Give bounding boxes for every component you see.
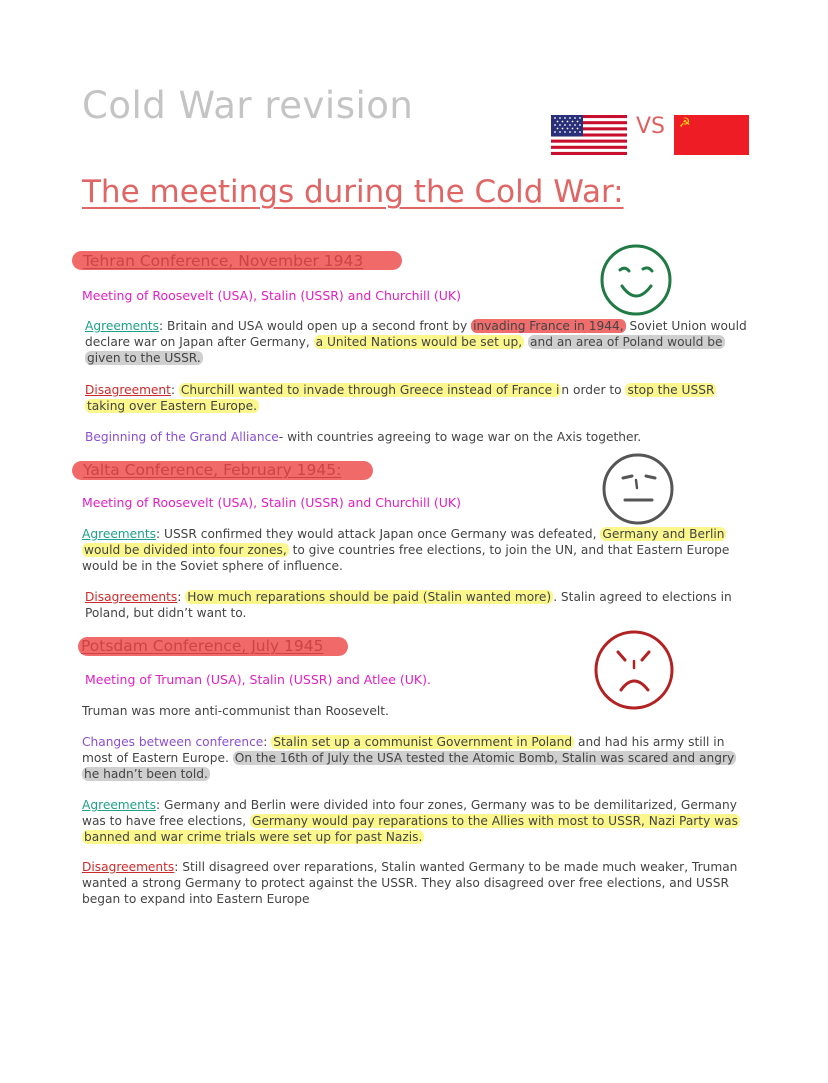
hammer-sickle-icon: ☭ [679, 116, 691, 131]
neutral-face-icon [600, 451, 676, 527]
tehran-alliance-label: Beginning of the Grand Alliance [85, 430, 279, 444]
potsdam-truman: Truman was more anti-communist than Roosevelt. [82, 704, 389, 718]
tehran-disagree-label: Disagreement [85, 383, 171, 397]
potsdam-agree-label: Agreements [82, 798, 157, 812]
yalta-meeting: Meeting of Roosevelt (USA), Stalin (USSR) and Churchill (UK) [82, 495, 461, 510]
tehran-agreements: Agreements: Britain and USA would open up a second front by invading France in 1944, Soviet Union would declare war on Japan after Germany, a United Nations would be set up, and an area of Poland would be given to the USSR. [85, 319, 747, 365]
sad-face-icon [592, 628, 676, 712]
ussr-flag-icon [674, 115, 749, 155]
potsdam-title: Potsdam Conference, July 1945 [81, 637, 324, 655]
tehran-meeting: Meeting of Roosevelt (USA), Stalin (USSR) and Churchill (UK) [82, 288, 461, 303]
tehran-alliance: Beginning of the Grand Alliance- with countries agreeing to wage war on the Axis together. [85, 430, 642, 444]
vs-label: VS [636, 114, 666, 139]
potsdam-agreements: Agreements: Germany and Berlin were divided into four zones, Germany was to be demilitarized, Germany was to have free elections, Germany would pay reparations to the Allies with most to USSR, Nazi Party was banned and war crime trials were set up for past Nazis. [82, 798, 738, 844]
page-title: Cold War revision [82, 84, 414, 127]
tehran-disagreement: Disagreement: Churchill wanted to invade through Greece instead of France i n order to stop the USSR taking over Eastern Europe. [85, 383, 715, 413]
tehran-agree-label: Agreements [85, 319, 160, 333]
potsdam-disagree-label: Disagreements [82, 860, 175, 874]
potsdam-changes: Changes between conference: Stalin set up a communist Government in Poland and had his army still in most of Eastern Europe. On the 16th of July the USA tested the Atomic Bomb, Stalin was scared and angry he hadn’t been told. [82, 735, 735, 781]
yalta-disagree-label: Disagreements [85, 590, 178, 604]
tehran-title: Tehran Conference, November 1943 [83, 252, 364, 270]
usa-flag-icon [551, 115, 627, 155]
potsdam-meeting: Meeting of Truman (USA), Stalin (USSR) and Atlee (UK). [85, 672, 431, 687]
yalta-agree-label: Agreements [82, 527, 157, 541]
yalta-title: Yalta Conference, February 1945: [83, 461, 342, 479]
potsdam-changes-label: Changes between conference [82, 735, 264, 749]
potsdam-disagreements: Disagreements: Still disagreed over reparations, Stalin wanted Germany to be made much weaker, Truman wanted a strong Germany to protect against the USSR. They also disagreed over free elections, and USSR began to expand into Eastern Europe [82, 860, 738, 906]
yalta-agreements: Agreements: USSR confirmed they would attack Japan once Germany was defeated, Germany and Berlin would be divided into four zones, to give countries free elections, to join the UN, and that Eastern Europe would be in the Soviet sphere of influence. [82, 527, 730, 573]
yalta-disagreements: Disagreements: How much reparations should be paid (Stalin wanted more) . Stalin agreed to elections in Poland, but didn’t want to. [85, 590, 732, 620]
section-heading: The meetings during the Cold War: [82, 174, 624, 210]
happy-face-icon [598, 242, 674, 318]
